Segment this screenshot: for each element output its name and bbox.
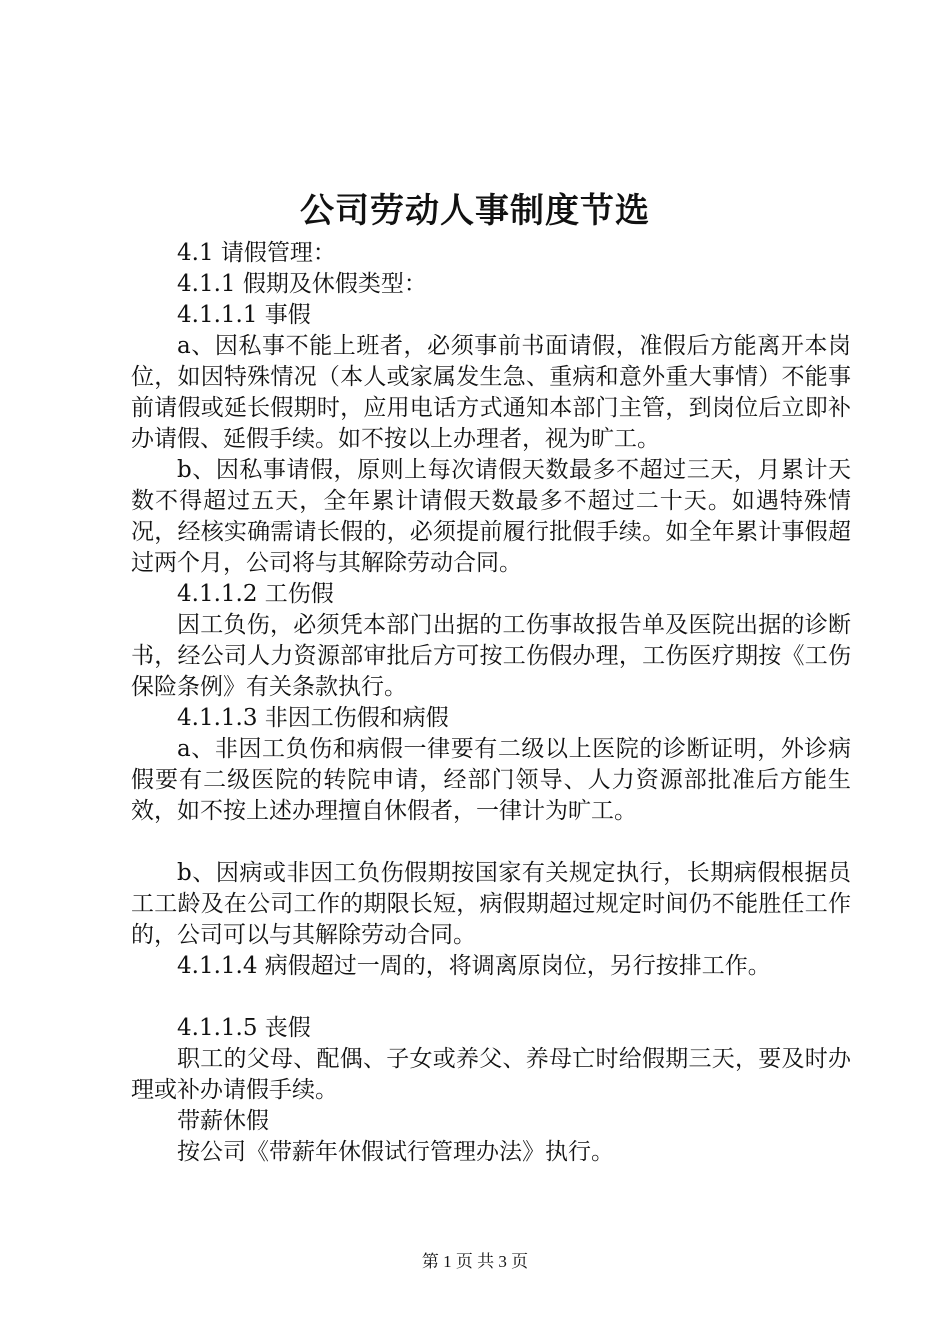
section-heading-work-injury-leave: 4.1.1.2 工伤假: [177, 581, 334, 607]
section-heading-bereavement-leave: 4.1.1.5 丧假: [177, 1015, 311, 1041]
paragraph-work-injury-leave: 因工负伤，必须凭本部门出据的工伤事故报告单及医院出据的诊断书，经公司人力资源部审批后方可按工伤假办理，工伤医疗期按《工伤保险条例》有关条款执行。: [131, 612, 851, 700]
section-heading-leave-management: 4.1 请假管理：: [177, 240, 336, 266]
section-heading-sick-leave: 4.1.1.3 非因工伤假和病假: [177, 705, 449, 731]
document-body: [131, 238, 851, 1168]
paragraph-sick-leave-over-week: 4.1.1.4 病假超过一周的，将调离原岗位，另行按排工作。: [177, 953, 771, 979]
section-heading-paid-leave: 带薪休假: [177, 1108, 269, 1134]
paragraph-paid-leave: 按公司《带薪年休假试行管理办法》执行。: [177, 1139, 614, 1165]
page-footer: 第 1 页 共 3 页: [421, 1252, 529, 1271]
paragraph-personal-leave-a: a、因私事不能上班者，必须事前书面请假，准假后方能离开本岗位，如因特殊情况（本人或家属发生急、重病和意外重大事情）不能事前请假或延长假期时，应用电话方式通知本部门主管，到岗位后立即补办请假、延假手续。如不按以上办理者，视为旷工。: [131, 333, 851, 452]
paragraph-sick-leave-b: b、因病或非因工负伤假期按国家有关规定执行，长期病假根据员工工龄及在公司工作的期限长短，病假期超过规定时间仍不能胜任工作的，公司可以与其解除劳动合同。: [131, 860, 851, 948]
section-heading-personal-leave: 4.1.1.1 事假: [177, 302, 311, 328]
paragraph-spacer: [131, 827, 851, 858]
paragraph-bereavement-leave: 职工的父母、配偶、子女或养父、养母亡时给假期三天，要及时办理或补办请假手续。: [131, 1046, 851, 1103]
paragraph-spacer: [131, 982, 851, 1013]
paragraph-personal-leave-b: b、因私事请假，原则上每次请假天数最多不超过三天，月累计天数不得超过五天，全年累计请假天数最多不超过二十天。如遇特殊情况，经核实确需请长假的，必须提前履行批假手续。如全年累计事假超过两个月，公司将与其解除劳动合同。: [131, 457, 851, 576]
section-heading-leave-types: 4.1.1 假期及休假类型：: [177, 271, 427, 297]
paragraph-sick-leave-a: a、非因工负伤和病假一律要有二级以上医院的诊断证明，外诊病假要有二级医院的转院申请，经部门领导、人力资源部批准后方能生效，如不按上述办理擅自休假者，一律计为旷工。: [131, 736, 851, 824]
document-title: 公司劳动人事制度节选: [300, 191, 650, 231]
